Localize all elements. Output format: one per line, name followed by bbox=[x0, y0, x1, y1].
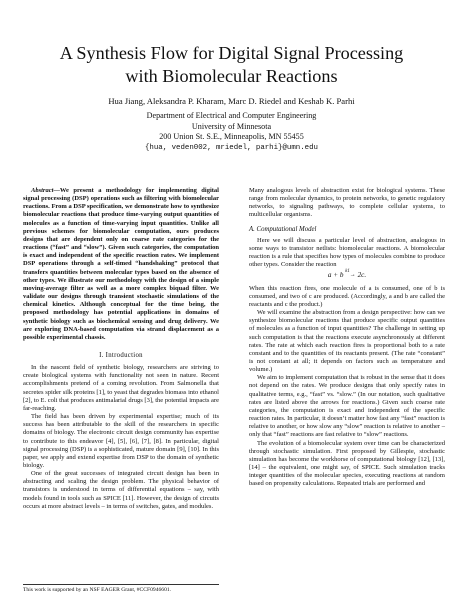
reaction-rate-label: k1 bbox=[345, 269, 350, 275]
model-paragraph-2: When this reaction fires, one molecule of a is consumed, one of b is consumed, and two of c are produced. (Accordingly, a and b are called the reactants and c the product.) bbox=[249, 284, 445, 308]
subsection-heading-computational-model: A. Computational Model bbox=[249, 225, 317, 233]
reaction-rhs: 2c. bbox=[357, 271, 367, 280]
footnote: This work is supported by an NSF EAGER Grant, #CCF0946601. bbox=[23, 584, 219, 593]
reaction-lhs: a + b bbox=[327, 271, 344, 280]
affiliation-address: 200 Union St. S.E., Minneapolis, MN 55455 bbox=[159, 132, 304, 142]
paper-title-line-1: A Synthesis Flow for Digital Signal Processing bbox=[59, 43, 404, 63]
author-list: Hua Jiang, Aleksandra P. Kharam, Marc D. Riedel and Keshab K. Parhi bbox=[108, 96, 355, 106]
model-paragraph-5: The evolution of a biomolecular system over time can be characterized through stochastic simulation. First proposed by Gillespie, stochastic simulation has become the workhorse of computational biology [12], [13], [14] – the equivalent, one might say, of SPICE. Such simulation tracks integer quantities of the molecular species, executing reactions at random based on propensity calculations. Repeated trials are performed and bbox=[249, 439, 445, 488]
section-heading-introduction: I. Introduction bbox=[99, 351, 143, 359]
model-paragraph-3: We will examine the abstraction from a design perspective: how can we synthesize biomolecular reactions that produce specific output quantities of molecules as a function of input quantities? The challenge in setting up such computation is that the reactions execute asynchronously at different rates. The rate at which each reaction fires is proportional both to a rate constant and to the quantities of its reactants present. (The rate “constant” is not constant at all; it depends on factors such as temperature and volume.) bbox=[249, 309, 445, 374]
reaction-arrow: → bbox=[349, 272, 356, 279]
affiliation-emails: {hua, veden002, mriedel, parhi}@umn.edu bbox=[145, 143, 318, 152]
affiliation bbox=[20, 111, 443, 153]
abstract bbox=[23, 187, 219, 342]
abstract-lead: Abstract bbox=[31, 187, 54, 194]
intro-paragraph-1: In the nascent field of synthetic biology, researchers are striving to create biological systems with functionality not seen in nature. Recent accomplishments pretend of a coming revolution. From Salmonella that secretes spider silk proteins [1], to yeast that degrades biomass into ethanol [2], to E. coli that produces antimalarial drugs [3], the potential impacts are far-reaching. bbox=[23, 364, 219, 412]
paper-title-line-2: with Biomolecular Reactions bbox=[125, 66, 338, 86]
intro-paragraph-2: The field has been driven by experimental expertise; much of its success has been attributable to the skill of the researchers in specific domains of biology. The electronic circuit design community has expertise to contribute to this endeavor [4], [5], [6], [7], [8]. In particular, digital signal processing (DSP) is a sophisticated, mature domain [9], [10]. In this paper, we apply and extend expertise from DSP to the domain of synthetic biology. bbox=[23, 413, 219, 469]
affiliation-dept: Department of Electrical and Computer Engineering bbox=[146, 111, 317, 120]
abstract-text: —We present a methodology for implementing digital signal processing (DSP) operations such as filtering with biomolecular reactions. From a DSP specification, we demonstrate how to synthesize biomolecular reactions that produce time-varying output quantities of molecules as a function of time-varying input quantities. Unlike all previous schemes for biomolecular computation, ours produces designs that are dependent only on coarse rate categories for the reactions (“fast” and “slow”). Given such categories, the computation is exact and independent of the specific reaction rates. We implement DSP operations through a self-timed “handshaking” protocol that transfers quantities between molecular types based on the absence of other types. We illustrate our methodology with the design of a simple moving-average filter as well as a more complex biquad filter. We validate our designs through transient stochastic simulations of the chemical kinetics. Although conceptual for the time being, the proposed methodology has potential applications in domains of synthetic biology such as biochemical sensing and drug delivery. We are exploring DNA-based computation via strand displacement as a possible experimental chassis. bbox=[23, 187, 219, 341]
model-paragraph-4: We aim to implement computation that is robust in the sense that it does not depend on the rates. We produce designs that only specify rates in qualitative terms, e.g., “fast” vs. “slow.” (In our notation, such qualitative rates are listed above the arrows for reactions.) Given such coarse rate categories, the computation is exact and independent of the specific reaction rates. In particular, it doesn’t matter how fast any “fast” reaction is relative to another, or how slow any “slow” reaction is relative to another – only that “fast” reactions are fast relative to “slow” reactions. bbox=[249, 374, 445, 439]
right-paragraph-0: Many analogous levels of abstraction exist for biological systems. These range from molecular dynamics, to protein networks, to genetic regulatory networks, to signaling pathways, to complete cellular systems, to multicellular organisms. bbox=[249, 187, 445, 219]
intro-paragraph-3: One of the great successes of integrated circuit design has been in abstracting and scaling the design problem. The physical behavior of transistors is understood in terms of differential equations – say, with models found in tools such as SPICE [11]. However, the design of circuits occurs at more abstract levels – in terms of switches, gates, and modules. bbox=[23, 470, 219, 510]
affiliation-univ: University of Minnesota bbox=[191, 121, 272, 131]
left-column bbox=[23, 187, 219, 511]
right-column bbox=[249, 187, 445, 488]
model-paragraph-1: Here we will discuss a particular level of abstraction, analogous in some ways to transistor netlists: biomolecular reactions. A biomolecular reaction is a rule that specifies how types of molecules combine to produce other types. Consider the reaction bbox=[249, 236, 445, 269]
reaction-equation bbox=[249, 271, 445, 281]
